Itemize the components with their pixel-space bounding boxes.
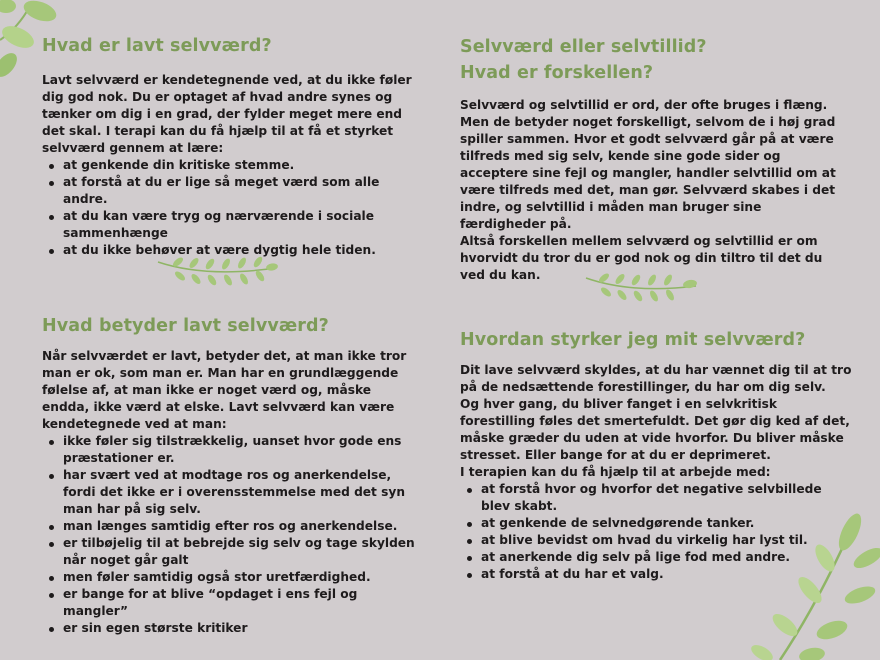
list-item: at forstå at du har et valg. <box>460 566 852 583</box>
list-item: er tilbøjelig til at bebrejde sig selv og tage skylden når noget går galt <box>42 535 420 569</box>
section-paragraph: Og hver gang, du bliver fanget i en selvkritisk forestilling føles det smertefuldt. Det gør dig ked af det, måske græder du uden at vide hvorfor. Du bliver måske stresset. Eller bange for at du er deprimeret. <box>460 397 850 462</box>
list-item: at forstå hvor og hvorfor det negative selvbillede blev skabt. <box>460 481 852 515</box>
leaf-sprig-icon <box>584 272 700 306</box>
section-paragraph: I terapien kan du få hjælp til at arbejde med: <box>460 465 771 479</box>
section-title-line-2: Hvad er forskellen? <box>460 63 654 83</box>
bullet-list <box>42 433 420 637</box>
list-item: at genkende de selvnedgørende tanker. <box>460 515 852 532</box>
list-item: at anerkende dig selv på lige fod med andre. <box>460 549 852 566</box>
section-meaning-low-self-esteem <box>42 313 420 637</box>
leaf-sprig-icon <box>156 256 280 290</box>
list-item: man længes samtidig efter ros og anerkendelse. <box>42 518 420 535</box>
section-low-self-esteem <box>42 33 412 259</box>
section-paragraph: Altså forskellen mellem selvværd og selvtillid er om hvorvidt du tror du er god nok og din tiltro til det du ved du kan. <box>460 234 823 282</box>
section-paragraph: Selvværd og selvtillid er ord, der ofte bruges i flæng. Men de betyder noget forskelligt, selvom de i høj grad spiller sammen. Hvor et godt selvværd går på at være tilfreds med sig selv, kende sine gode sider og acceptere sine fejl og mangler, handler selvtillid om at være tilfreds med det, man gør. Selvværd skabes i det indre, og selvtillid i måden man bruger sine færdigheder på. <box>460 98 836 231</box>
section-intro: Når selvværdet er lavt, betyder det, at man ikke tror man er ok, som man er. Man har en grundlæggende følelse af, at man ikke er noget værd og, måske endda, ikke værd at elske. Lavt selvværd kan være kendetegnede ved at man: <box>42 349 407 431</box>
list-item: at forstå at du er lige så meget værd som alle andre. <box>42 174 412 208</box>
bullet-list <box>42 157 412 259</box>
list-item: ikke føler sig tilstrækkelig, uanset hvor gode ens præstationer er. <box>42 433 420 467</box>
list-item: men føler samtidig også stor uretfærdighed. <box>42 569 420 586</box>
list-item: er sin egen største kritiker <box>42 620 420 637</box>
list-item: at du ikke behøver at være dygtig hele tiden. <box>42 242 412 259</box>
section-title: Hvordan styrker jeg mit selvværd? <box>460 330 806 350</box>
list-item: er bange for at blive “opdaget i ens fejl og mangler” <box>42 586 420 620</box>
leaf-branch-icon <box>750 510 880 660</box>
section-paragraph: Dit lave selvværd skyldes, at du har vænnet dig til at tro på de nedsættende forestillinger, du har om dig selv. <box>460 363 852 394</box>
section-title: Hvad er lavt selvværd? <box>42 36 272 56</box>
list-item: har svært ved at modtage ros og anerkendelse, fordi det ikke er i overensstemmelse med det syn man har på sig selv. <box>42 467 420 518</box>
section-title: Hvad betyder lavt selvværd? <box>42 316 329 336</box>
list-item: at du kan være tryg og nærværende i sociale sammenhænge <box>42 208 412 242</box>
section-title-line-1: Selvværd eller selvtillid? <box>460 37 707 57</box>
section-intro: Lavt selvværd er kendetegnende ved, at du ikke føler dig god nok. Du er optaget af hvad andre synes og tænker om dig i en grad, der fylder meget mere end det skal. I terapi kan du få hjælp til at få et styrket selvværd gennem at lære: <box>42 73 412 155</box>
list-item: at blive bevidst om hvad du virkelig har lyst til. <box>460 532 852 549</box>
list-item: at genkende din kritiske stemme. <box>42 157 412 174</box>
section-self-worth-vs-confidence <box>460 34 850 284</box>
